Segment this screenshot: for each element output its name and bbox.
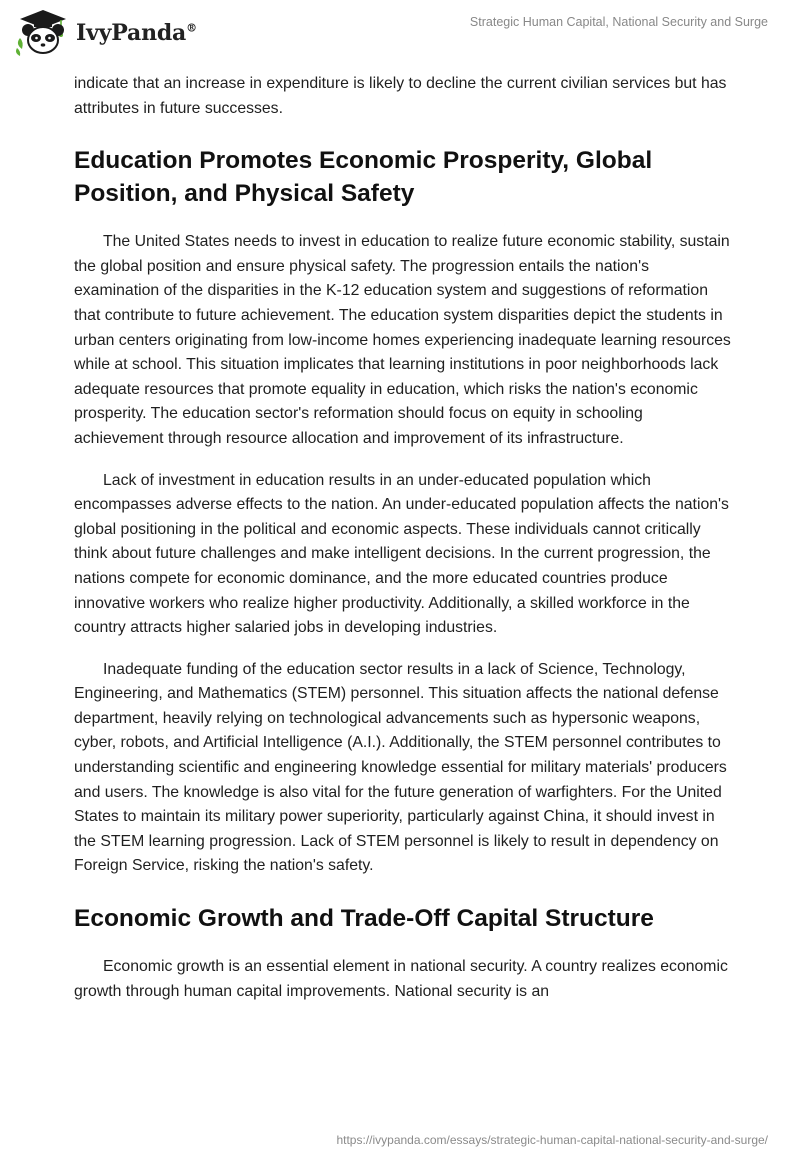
paragraph: Lack of investment in education results in an under-educated population which encompasses adverse effects to the nation. An under-educated population affects the nation's global positioning in the political and economic aspects. These individuals cannot critically think about future challenges and make intelligent decisions. In the current progression, the nations compete for economic dominance, and the more educated countries produce innovative workers who realize higher productivity. Additionally, a skilled workforce in the country attracts higher salaried jobs in developing industries.: [74, 471, 729, 637]
source-url-link[interactable]: https://ivypanda.com/essays/strategic-human-capital-national-security-and-surge/: [336, 1133, 768, 1147]
page-header: [0, 0, 800, 70]
paragraph: Inadequate funding of the education sector results in a lack of Science, Technology, Engineering, and Mathematics (STEM) personnel. This situation affects the national defense department, heavily relying on technological advancements such as hypersonic weapons, cyber, robots, and Artificial Intelligence (A.I.). Additionally, the STEM personnel contributes to understanding scientific and engineering knowledge essential for military materials' producers and users. The knowledge is also vital for the future generation of warfighters. For the United States to maintain its military power superiority, particularly against China, it should invest in the STEM learning progression. Lack of STEM personnel is likely to result in dependency on Foreign Service, risking the nation's safety.: [74, 660, 727, 875]
paragraph: Economic growth is an essential element in national security. A country realizes economic growth through human capital improvements. National security is an: [74, 958, 728, 1000]
paragraph: indicate that an increase in expenditure is likely to decline the current civilian services but has attributes in future successes.: [74, 75, 727, 117]
essay-body: [74, 72, 734, 1021]
panda-graduate-icon: [14, 8, 72, 58]
paragraph: The United States needs to invest in education to realize future economic stability, sustain the global position and ensure physical safety. The progression entails the nation's examination of the disparities in the K-12 education system and suggestions of reformation that contribute to future achievement. The education system disparities depict the students in urban centers originating from low-income homes experiencing inadequate learning resources while at school. This situation implicates that learning institutions in poor neighborhoods lack adequate resources that promote equality in education, which risks the nation's economic prosperity. The education sector's reformation should focus on equity in schooling achievement through resource allocation and improvement of its infrastructure.: [74, 233, 731, 447]
brand-name: IvyPanda®: [76, 20, 197, 46]
section-heading: Economic Growth and Trade-Off Capital Structure: [74, 905, 654, 933]
section-heading: Education Promotes Economic Prosperity, Global Position, and Physical Safety: [74, 147, 653, 208]
ivypanda-logo[interactable]: [14, 8, 197, 58]
document-title: Strategic Human Capital, National Security and Surge: [469, 15, 768, 29]
